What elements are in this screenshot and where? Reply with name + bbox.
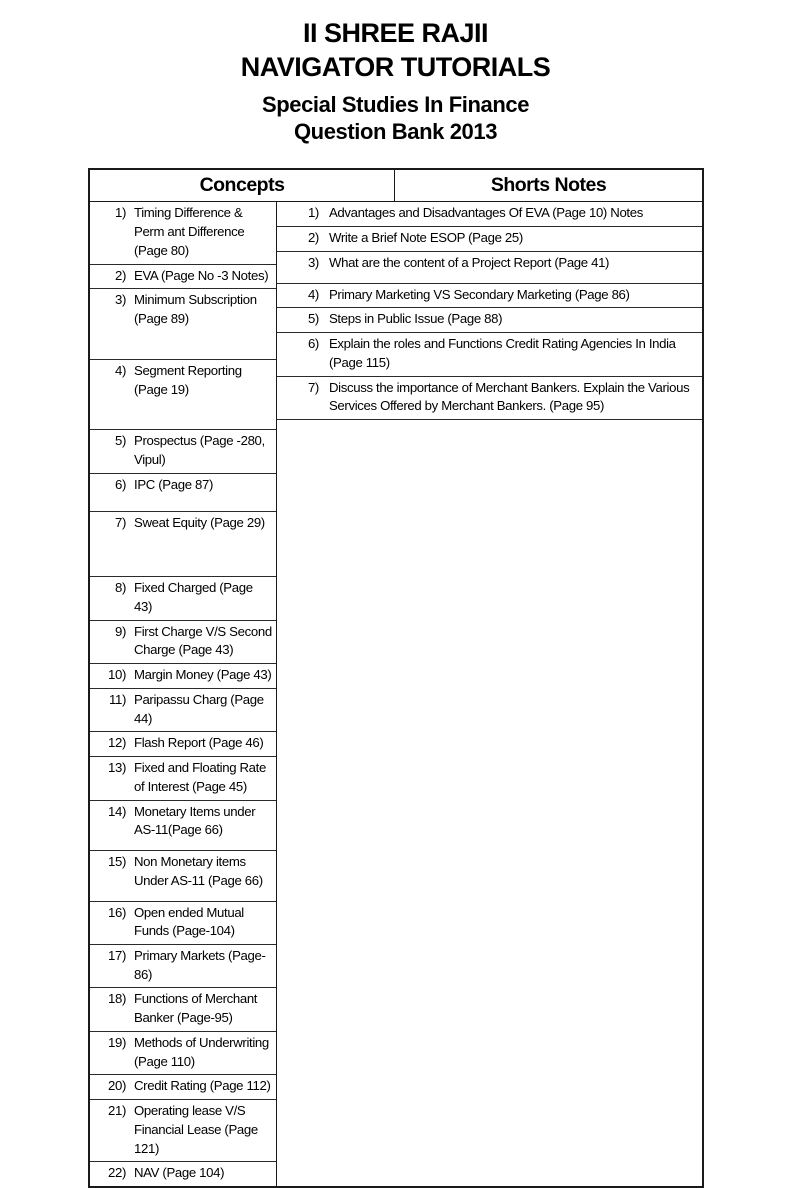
item-number: 10) xyxy=(107,667,126,683)
item-number: 2) xyxy=(114,267,126,283)
item-text: Non Monetary items Under AS-11 (Page 66) xyxy=(134,854,263,888)
table-row xyxy=(90,689,276,732)
item-number: 6) xyxy=(114,476,126,492)
document-subtitle: Question Bank 2013 xyxy=(293,118,498,144)
shorts-notes-column xyxy=(277,202,702,1186)
item-number: 1) xyxy=(114,205,126,221)
table-row xyxy=(90,851,276,901)
table-header-row xyxy=(90,170,702,202)
table-body xyxy=(90,202,702,1186)
empty-cell-area xyxy=(277,420,702,421)
item-number: 15) xyxy=(107,854,126,870)
table-row xyxy=(277,333,702,376)
table-row xyxy=(90,757,276,800)
item-text: Steps in Public Issue (Page 88) xyxy=(328,311,503,327)
item-text: Segment Reporting (Page 19) xyxy=(134,362,242,397)
table-row xyxy=(277,377,702,420)
item-text: Advantages and Disadvantages Of EVA (Page 10) Notes xyxy=(328,205,643,221)
item-text: Discuss the importance of Merchant Bankers. Explain the Various Services Offered by Merchant Bankers. (Page 95) xyxy=(328,379,690,414)
item-number: 9) xyxy=(114,623,126,639)
item-number: 20) xyxy=(107,1078,126,1094)
item-text: Functions of Merchant Banker (Page-95) xyxy=(134,991,258,1026)
item-number: 18) xyxy=(107,991,126,1007)
item-number: 3) xyxy=(114,292,126,308)
table-row xyxy=(90,289,276,359)
item-number: 4) xyxy=(114,362,126,378)
item-number: 12) xyxy=(107,735,126,751)
institute-name-line2: NAVIGATOR TUTORIALS xyxy=(240,51,551,82)
item-text: What are the content of a Project Report (Page 41) xyxy=(328,254,610,270)
item-number: 17) xyxy=(107,947,126,963)
table-row xyxy=(90,902,276,945)
item-number: 4) xyxy=(307,286,319,302)
item-number: 16) xyxy=(107,904,126,920)
item-number: 14) xyxy=(107,803,126,819)
item-text: Minimum Subscription (Page 89) xyxy=(134,292,257,327)
item-number: 6) xyxy=(307,336,319,352)
item-number: 2) xyxy=(307,230,319,246)
table-row xyxy=(90,664,276,689)
item-text: Fixed and Floating Rate of Interest (Page 45) xyxy=(134,760,266,794)
item-number: 5) xyxy=(307,311,319,327)
column-header-shorts-notes: Shorts Notes xyxy=(490,174,607,196)
document-header xyxy=(0,0,791,145)
item-text: Primary Marketing VS Secondary Marketing (Page 86) xyxy=(328,286,630,302)
table-row xyxy=(277,308,702,333)
item-number: 22) xyxy=(107,1165,126,1181)
question-bank-table xyxy=(88,168,704,1188)
item-text: EVA (Page No -3 Notes) xyxy=(134,267,269,283)
item-text: Fixed Charged (Page 43) xyxy=(134,580,253,614)
item-text: Prospectus (Page -280, Vipul) xyxy=(134,433,265,468)
table-row xyxy=(90,265,276,290)
table-row xyxy=(90,360,276,430)
item-number: 21) xyxy=(107,1103,126,1119)
item-text: Sweat Equity (Page 29) xyxy=(134,514,265,530)
institute-name-line1: II SHREE RAJII xyxy=(302,18,489,48)
table-row xyxy=(90,474,276,512)
table-row xyxy=(90,1075,276,1100)
item-number: 8) xyxy=(114,580,126,596)
table-row xyxy=(90,945,276,988)
table-row xyxy=(90,1032,276,1075)
table-row xyxy=(90,621,276,664)
item-text: Methods of Underwriting (Page 110) xyxy=(134,1034,269,1069)
table-row xyxy=(90,202,276,264)
item-text: Timing Difference & Perm ant Difference (Page 80) xyxy=(134,205,245,258)
item-text: Monetary Items under AS-11(Page 66) xyxy=(134,803,256,838)
item-text: Margin Money (Page 43) xyxy=(134,667,272,683)
table-row xyxy=(277,227,702,252)
item-text: Primary Markets (Page-86) xyxy=(134,947,266,982)
table-row xyxy=(90,988,276,1031)
item-text: First Charge V/S Second Charge (Page 43) xyxy=(134,623,272,658)
item-number: 1) xyxy=(307,205,319,221)
table-row xyxy=(277,252,702,284)
table-row xyxy=(90,1100,276,1162)
item-text: Write a Brief Note ESOP (Page 25) xyxy=(328,230,523,246)
item-text: Operating lease V/S Financial Lease (Page 121) xyxy=(134,1103,258,1156)
item-text: Explain the roles and Functions Credit Rating Agencies In India (Page 115) xyxy=(328,336,676,370)
item-number: 11) xyxy=(108,691,126,707)
item-number: 7) xyxy=(307,379,319,395)
item-text: Paripassu Charg (Page 44) xyxy=(134,691,264,726)
item-text: Open ended Mutual Funds (Page-104) xyxy=(134,904,244,939)
table-row xyxy=(90,1162,276,1186)
item-number: 3) xyxy=(307,254,319,270)
table-row xyxy=(277,202,702,227)
table-row xyxy=(90,801,276,851)
table-row xyxy=(90,732,276,757)
table-row xyxy=(277,284,702,309)
item-text: Flash Report (Page 46) xyxy=(134,735,264,751)
item-number: 13) xyxy=(107,760,126,776)
concepts-column xyxy=(90,202,277,1186)
item-number: 7) xyxy=(114,514,126,530)
table-row xyxy=(90,430,276,473)
item-text: IPC (Page 87) xyxy=(134,476,214,492)
item-number: 19) xyxy=(107,1034,126,1050)
subject-title: Special Studies In Finance xyxy=(261,91,530,117)
column-header-concepts: Concepts xyxy=(90,170,395,201)
item-text: Credit Rating (Page 112) xyxy=(134,1078,271,1094)
item-number: 5) xyxy=(114,433,126,449)
item-text: NAV (Page 104) xyxy=(134,1165,225,1181)
table-row xyxy=(90,512,276,578)
table-row xyxy=(90,577,276,620)
